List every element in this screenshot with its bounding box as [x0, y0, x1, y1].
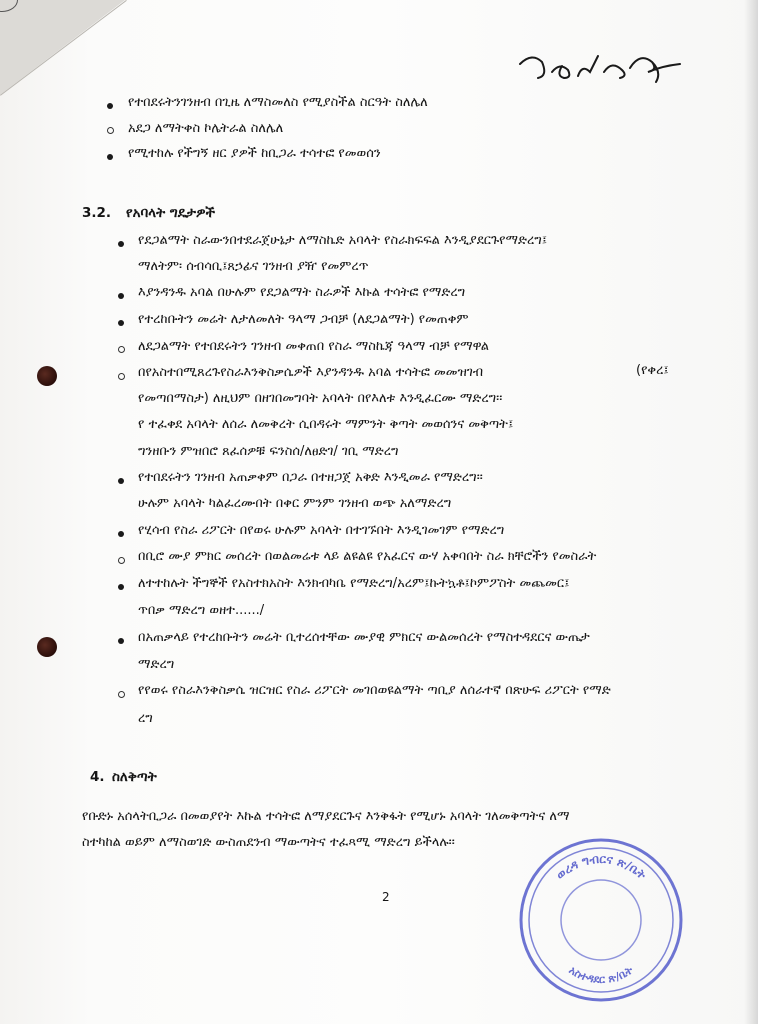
- duty-item: በየአስተበሚጸረጉየስራእንቅስቃሴዎች እያንዳንዱ አባል ተሳትፎ መመዝገብ: [138, 365, 484, 380]
- svg-text:ወረዳ ግብርና ጽ/ቤት: ወረዳ ግብርና ጽ/ቤት: [553, 851, 649, 883]
- bullet-dot: [118, 531, 124, 537]
- bullet-circle: [118, 346, 125, 353]
- section-number: 4.: [90, 769, 105, 785]
- section-title: የአባላት ግዴታዎች: [126, 205, 216, 221]
- bullet-circle: [118, 691, 125, 698]
- duty-item: እያንዳንዱ አባል በሁሉም የደጋልማት ስራዎች እኩል ተሳትፎ የማድረግ: [138, 285, 466, 300]
- page-edge-shadow: [744, 0, 758, 1024]
- svg-text:አስተዳደር ጽ/ቤት: አስተዳደር ጽ/ቤት: [566, 963, 636, 987]
- paragraph-line: የቡድኑ አሰላትቢጋራ በመወያየት እኩል ተሳትፎ ለማያደርጉና እንቅፋት የሚሆኑ አባላት ገለመቅጣትና ለማ: [82, 809, 570, 824]
- duty-item-continuation: ረግ: [138, 711, 153, 726]
- bullet-circle: [107, 127, 114, 134]
- duty-item: በአጠቃላይ የተረከቡትን መሬት ቢተረሰተቸው ሙያዊ ምክርና ውልመሰረት የማስተዳደርና ውጤታ: [138, 630, 590, 645]
- top-bullet-text: አደጋ ለማትቀስ ኮሌትራል ስለሌለ: [128, 121, 284, 136]
- duty-item: የተበደሩትን ገንዘብ አጠቃቀም በጋራ በተዘጋጀ አቅድ እንዲመራ የማድረግ፡፡: [138, 470, 483, 485]
- paragraph-line: ስተካከል ወይም ለማስወገድ ውስጠደንብ ማውጣትና ተፈጻሚ ማድረግ ይችላሉ፡፡: [82, 835, 455, 850]
- duty-item: የሂሳብ የስራ ሪፖርት በየወሩ ሁሉም አባላት በተገኙበት እንዲገመገም የማድረግ: [138, 523, 505, 538]
- duty-item-continuation: ሁሉም አባላት ካልፈረሙበት በቀር ምንም ገንዘብ ወጭ አለማድረግ: [138, 496, 452, 511]
- top-bullet-text: የሚተከሉ የችግኝ ዘር ያዎች ከቢጋራ ተሳተፎ የመወሰን: [128, 146, 381, 161]
- duty-item-continuation: ጥበቃ ማድረግ ወዘተ....../: [138, 603, 265, 618]
- bullet-dot: [118, 293, 124, 299]
- bullet-dot: [107, 103, 113, 109]
- duty-item: ለተተከሉት ችግኞች የአስተክአስት እንክብካቤ የማድረግ/አረም፤ኩትኳቶ፤ኮምፖስት መጨመር፤: [138, 576, 570, 591]
- bullet-dot: [118, 478, 124, 484]
- section-title: ስለቅጣት: [112, 769, 157, 785]
- duty-item: የደጋልማት ስራውንበተደራጀሁኔታ ለማስኬድ አባላት የስራክፍፍል እንዲያደርጉየማድረግ፤: [138, 233, 548, 248]
- top-bullet-text: የተበደሩትንገንዘብ በጊዜ ለማስመለስ የሚያስችል ስርዓት ስለሌለ: [128, 95, 428, 110]
- page-number: 2: [382, 890, 390, 904]
- bullet-dot: [118, 241, 124, 247]
- duty-item-continuation: ግንዘቡን ምዝበሮ ጸፈሰዎቹ ፍንስሰ/ለፀድገ/ ገቢ ማድረግ: [138, 444, 399, 459]
- section-number: 3.2.: [82, 205, 112, 221]
- punch-hole: [37, 366, 57, 386]
- duty-item-continuation: ማድረግ: [138, 657, 175, 672]
- bullet-dot: [118, 638, 124, 644]
- punch-hole: [37, 637, 57, 657]
- handwritten-signature: [512, 42, 692, 92]
- duty-item-continuation: የ ተፈቀደ አባላት ለሰራ ለመቅረት ሲበዳሩት ማምንት ቅጣት መወሰንና መቅጣት፤: [138, 417, 514, 432]
- bullet-dot: [118, 320, 124, 326]
- duty-item: የየወሩ የስራእንቅስቃሴ ዝርዝር የስራ ሪፖርት መገበወዩልማት ጣቢያ ለሰራተኛ በጽሁፍ ሪፖርት የማድ: [138, 683, 611, 698]
- bullet-dot: [107, 154, 113, 160]
- duty-item: የተረከቡትን መሬት ለታለመለት ዓላማ ጋብቻ (ለደጋልማት) የመጠቀም: [138, 312, 469, 327]
- duty-item-continuation: ማለትም፡ ሰብሳቢ፤ጸኃፊና ገንዘብ ያዥ የመምረጥ: [138, 259, 369, 274]
- official-stamp: [516, 835, 686, 1005]
- bullet-dot: [118, 584, 124, 590]
- duty-item: ለደጋልማት የተበደሩትን ገንዘብ መቀጠበ የስራ ማስኬጃ ዓላማ ብቻ የማዋል: [138, 339, 489, 354]
- bullet-circle: [118, 373, 125, 380]
- bullet-circle: [118, 557, 125, 564]
- duty-item-continuation: የመጣበማስታ) ለዚህም በዘገበመግባት አባላት በየእለቱ እንዲፈርሙ ማድረግ፡፡: [138, 391, 503, 406]
- duty-item-aside: (የቀረ፤: [636, 363, 669, 378]
- duty-item: በቢሮ ሙያ ምክር መሰረት በወልመሬቱ ላይ ልዩልዩ የአፈርና ውሃ አቀባበት ስራ ክቸሮችን የመስራት: [138, 549, 597, 564]
